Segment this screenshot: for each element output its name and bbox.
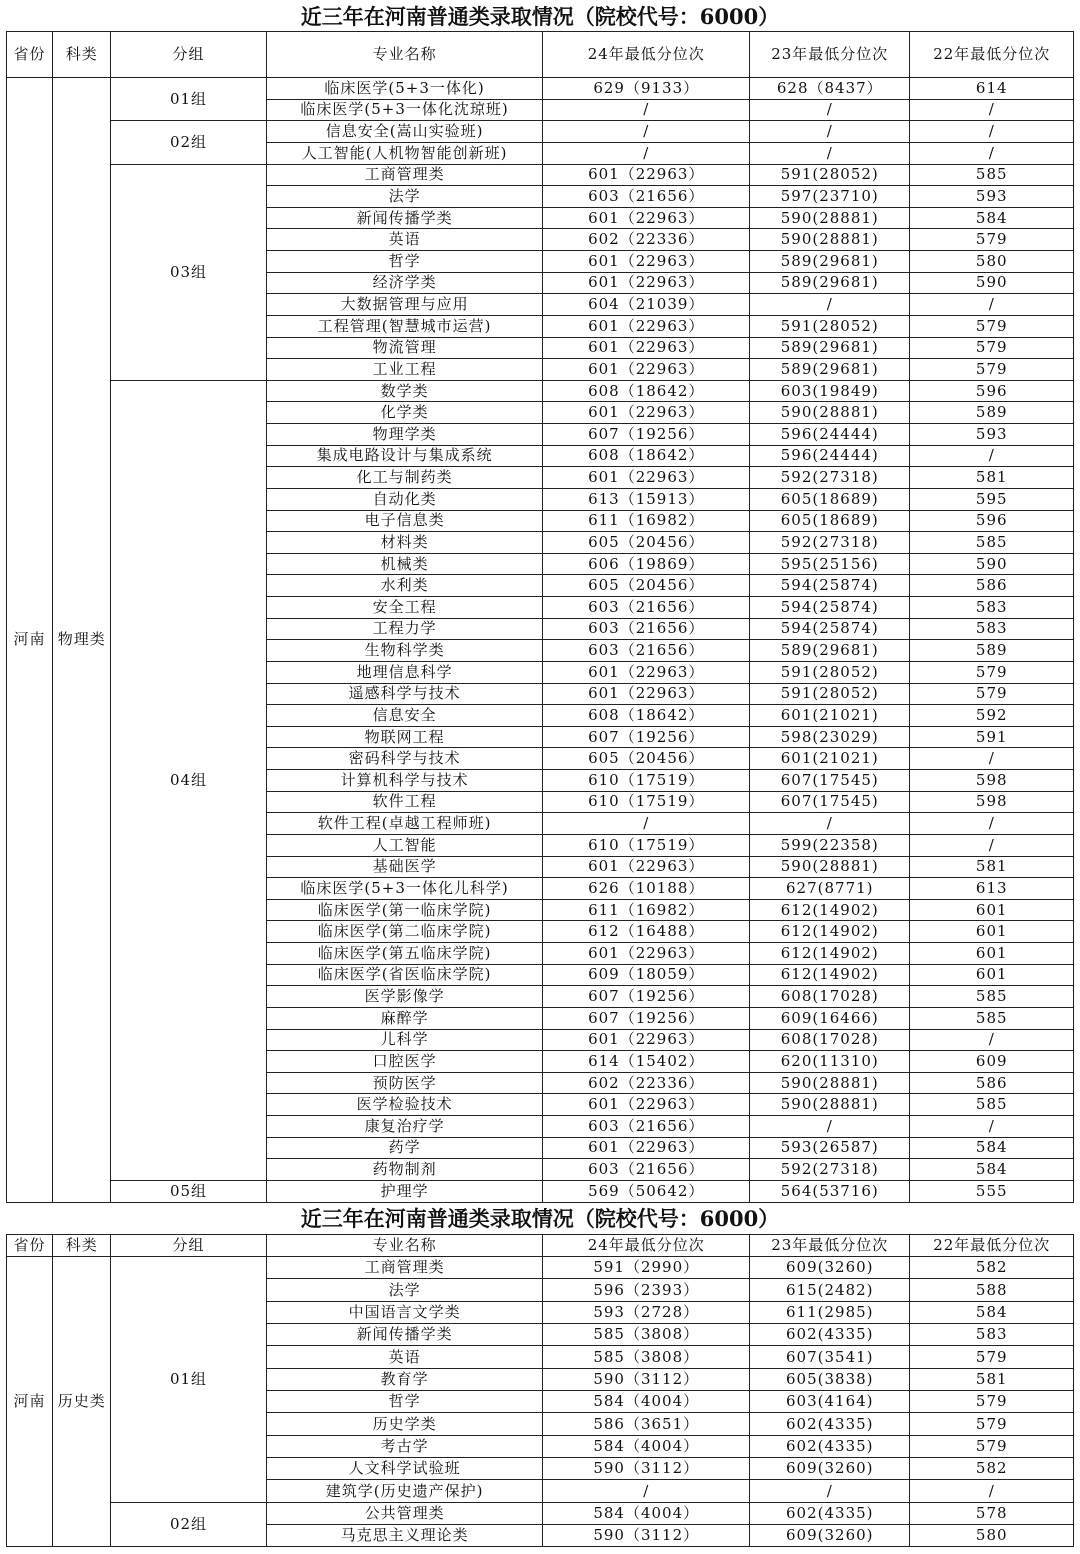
rank-2022-cell: 579 xyxy=(910,359,1074,381)
major-name-cell: 公共管理类 xyxy=(266,1502,543,1524)
major-name-cell: 英语 xyxy=(266,1346,543,1368)
rank-2022-cell: 589 xyxy=(910,640,1074,662)
group-cell: 02组 xyxy=(111,121,266,164)
rank-2023-cell: / xyxy=(750,1116,910,1138)
rank-2023-cell: 603(19849) xyxy=(750,380,910,402)
major-name-cell: 马克思主义理论类 xyxy=(266,1525,543,1547)
major-name-cell: 人工智能(人机物智能创新班) xyxy=(266,142,543,164)
rank-2024-cell: 601（22963） xyxy=(543,402,750,424)
rank-2022-cell: 586 xyxy=(910,575,1074,597)
rank-2024-cell: / xyxy=(543,1480,750,1502)
rank-2023-cell: 594(25874) xyxy=(750,597,910,619)
rank-2022-cell: 583 xyxy=(910,618,1074,640)
major-name-cell: 人文科学试验班 xyxy=(266,1458,543,1480)
rank-2022-cell: 579 xyxy=(910,1435,1074,1457)
rank-2024-cell: 611（16982） xyxy=(543,899,750,921)
rank-2022-cell: 614 xyxy=(910,78,1074,100)
rank-2022-cell: 601 xyxy=(910,964,1074,986)
rank-2023-cell: 609(3260) xyxy=(750,1458,910,1480)
rank-2022-cell: 592 xyxy=(910,705,1074,727)
rank-2022-cell: 578 xyxy=(910,1502,1074,1524)
rank-2024-cell: / xyxy=(543,813,750,835)
major-name-cell: 药学 xyxy=(266,1137,543,1159)
rank-2024-cell: 608（18642） xyxy=(543,445,750,467)
major-name-cell: 临床医学(第一临床学院) xyxy=(266,899,543,921)
rank-2022-cell: 585 xyxy=(910,164,1074,186)
major-name-cell: 工商管理类 xyxy=(266,1257,543,1279)
rank-2024-cell: 613（15913） xyxy=(543,488,750,510)
rank-2024-cell: 603（21656） xyxy=(543,1116,750,1138)
major-name-cell: 化工与制药类 xyxy=(266,467,543,489)
rank-2023-cell: 628（8437） xyxy=(750,78,910,100)
rank-2022-cell: 590 xyxy=(910,553,1074,575)
rank-2024-cell: 601（22963） xyxy=(543,683,750,705)
rank-2023-cell: 627(8771) xyxy=(750,878,910,900)
rank-2023-cell: 564(53716) xyxy=(750,1180,910,1202)
rank-2022-cell: / xyxy=(910,1029,1074,1051)
major-name-cell: 生物科学类 xyxy=(266,640,543,662)
major-name-cell: 工程力学 xyxy=(266,618,543,640)
rank-2022-cell: 581 xyxy=(910,1368,1074,1390)
rank-2022-cell: 595 xyxy=(910,488,1074,510)
rank-2022-cell: 585 xyxy=(910,1007,1074,1029)
rank-2022-cell: 596 xyxy=(910,510,1074,532)
table-row xyxy=(7,380,1074,402)
rank-2024-cell: 607（19256） xyxy=(543,1007,750,1029)
table-row xyxy=(7,1180,1074,1202)
major-name-cell: 新闻传播学类 xyxy=(266,207,543,229)
rank-2022-cell: / xyxy=(910,1480,1074,1502)
major-name-cell: 建筑学(历史遗产保护) xyxy=(266,1480,543,1502)
rank-2023-cell: 589(29681) xyxy=(750,359,910,381)
rank-2023-cell: 591(28052) xyxy=(750,661,910,683)
major-name-cell: 教育学 xyxy=(266,1368,543,1390)
major-name-cell: 法学 xyxy=(266,186,543,208)
rank-2023-cell: 594(25874) xyxy=(750,575,910,597)
table-row xyxy=(7,1257,1074,1279)
rank-2024-cell: 601（22963） xyxy=(543,661,750,683)
major-name-cell: 哲学 xyxy=(266,1391,543,1413)
major-name-cell: 临床医学(第二临床学院) xyxy=(266,921,543,943)
rank-2024-cell: 603（21656） xyxy=(543,618,750,640)
column-header: 24年最低分位次 xyxy=(543,1235,750,1257)
rank-2022-cell: 584 xyxy=(910,1159,1074,1181)
major-name-cell: 药物制剂 xyxy=(266,1159,543,1181)
rank-2022-cell: 585 xyxy=(910,986,1074,1008)
major-name-cell: 基础医学 xyxy=(266,856,543,878)
rank-2022-cell: / xyxy=(910,99,1074,121)
rank-2024-cell: 601（22963） xyxy=(543,1094,750,1116)
admission-table xyxy=(6,31,1074,1203)
rank-2024-cell: 605（20456） xyxy=(543,532,750,554)
table-row xyxy=(7,121,1074,143)
rank-2024-cell: 601（22963） xyxy=(543,1029,750,1051)
rank-2023-cell: 591(28052) xyxy=(750,164,910,186)
header-row xyxy=(7,1235,1074,1257)
major-name-cell: 经济学类 xyxy=(266,272,543,294)
rank-2023-cell: 589(29681) xyxy=(750,251,910,273)
column-header: 省份 xyxy=(7,32,53,78)
rank-2023-cell: 607(17545) xyxy=(750,770,910,792)
major-name-cell: 工程管理(智慧城市运营) xyxy=(266,315,543,337)
rank-2022-cell: 579 xyxy=(910,661,1074,683)
rank-2023-cell: 595(25156) xyxy=(750,553,910,575)
rank-2022-cell: 585 xyxy=(910,532,1074,554)
major-name-cell: 康复治疗学 xyxy=(266,1116,543,1138)
major-name-cell: 工业工程 xyxy=(266,359,543,381)
rank-2022-cell: 583 xyxy=(910,1324,1074,1346)
rank-2024-cell: 601（22963） xyxy=(543,207,750,229)
rank-2022-cell: / xyxy=(910,294,1074,316)
rank-2023-cell: 602(4335) xyxy=(750,1435,910,1457)
rank-2023-cell: / xyxy=(750,1480,910,1502)
major-name-cell: 计算机科学与技术 xyxy=(266,770,543,792)
rank-2023-cell: 597(23710) xyxy=(750,186,910,208)
rank-2023-cell: 589(29681) xyxy=(750,337,910,359)
rank-2024-cell: 609（18059） xyxy=(543,964,750,986)
category-cell: 历史类 xyxy=(53,1257,111,1547)
rank-2022-cell: 579 xyxy=(910,683,1074,705)
rank-2022-cell: 579 xyxy=(910,337,1074,359)
major-name-cell: 物理学类 xyxy=(266,424,543,446)
rank-2022-cell: 579 xyxy=(910,315,1074,337)
rank-2024-cell: 601（22963） xyxy=(543,856,750,878)
major-name-cell: 安全工程 xyxy=(266,597,543,619)
rank-2024-cell: 590（3112） xyxy=(543,1525,750,1547)
rank-2024-cell: 590（3112） xyxy=(543,1368,750,1390)
rank-2022-cell: 581 xyxy=(910,856,1074,878)
province-cell: 河南 xyxy=(7,1257,53,1547)
major-name-cell: 自动化类 xyxy=(266,488,543,510)
group-cell: 04组 xyxy=(111,380,266,1180)
rank-2022-cell: / xyxy=(910,445,1074,467)
major-name-cell: 新闻传播学类 xyxy=(266,1324,543,1346)
major-name-cell: 化学类 xyxy=(266,402,543,424)
rank-2023-cell: 611(2985) xyxy=(750,1301,910,1323)
rank-2022-cell: / xyxy=(910,1116,1074,1138)
column-header: 省份 xyxy=(7,1235,53,1257)
rank-2023-cell: 591(28052) xyxy=(750,315,910,337)
rank-2023-cell: 590(28881) xyxy=(750,207,910,229)
rank-2022-cell: 588 xyxy=(910,1279,1074,1301)
rank-2022-cell: 585 xyxy=(910,1094,1074,1116)
major-name-cell: 医学检验技术 xyxy=(266,1094,543,1116)
rank-2024-cell: 608（18642） xyxy=(543,705,750,727)
rank-2023-cell: 592(27318) xyxy=(750,532,910,554)
rank-2023-cell: / xyxy=(750,142,910,164)
major-name-cell: 口腔医学 xyxy=(266,1051,543,1073)
rank-2024-cell: 601（22963） xyxy=(543,1137,750,1159)
major-name-cell: 软件工程 xyxy=(266,791,543,813)
column-header: 科类 xyxy=(53,32,111,78)
rank-2023-cell: 605(3838) xyxy=(750,1368,910,1390)
rank-2023-cell: 590(28881) xyxy=(750,402,910,424)
major-name-cell: 软件工程(卓越工程师班) xyxy=(266,813,543,835)
rank-2023-cell: 608(17028) xyxy=(750,986,910,1008)
rank-2024-cell: 610（17519） xyxy=(543,770,750,792)
rank-2022-cell: 586 xyxy=(910,1072,1074,1094)
rank-2024-cell: / xyxy=(543,99,750,121)
table-row xyxy=(7,1502,1074,1524)
column-header: 23年最低分位次 xyxy=(750,1235,910,1257)
table-row xyxy=(7,78,1074,100)
rank-2024-cell: 569（50642） xyxy=(543,1180,750,1202)
rank-2023-cell: 589(29681) xyxy=(750,640,910,662)
table-title: 近三年在河南普通类录取情况（院校代号：6000） xyxy=(300,1206,780,1231)
rank-2023-cell: 612(14902) xyxy=(750,964,910,986)
rank-2022-cell: 593 xyxy=(910,424,1074,446)
major-name-cell: 预防医学 xyxy=(266,1072,543,1094)
rank-2024-cell: 611（16982） xyxy=(543,510,750,532)
rank-2023-cell: 599(22358) xyxy=(750,834,910,856)
rank-2023-cell: 612(14902) xyxy=(750,899,910,921)
major-name-cell: 工商管理类 xyxy=(266,164,543,186)
rank-2023-cell: 602(4335) xyxy=(750,1502,910,1524)
rank-2023-cell: 609(3260) xyxy=(750,1525,910,1547)
rank-2024-cell: 584（4004） xyxy=(543,1502,750,1524)
major-name-cell: 儿科学 xyxy=(266,1029,543,1051)
rank-2023-cell: 593(26587) xyxy=(750,1137,910,1159)
rank-2023-cell: 601(21021) xyxy=(750,748,910,770)
rank-2024-cell: / xyxy=(543,142,750,164)
rank-2024-cell: 586（3651） xyxy=(543,1413,750,1435)
major-name-cell: 英语 xyxy=(266,229,543,251)
major-name-cell: 临床医学(省医临床学院) xyxy=(266,964,543,986)
rank-2022-cell: 580 xyxy=(910,251,1074,273)
rank-2024-cell: 591（2990） xyxy=(543,1257,750,1279)
rank-2024-cell: 607（19256） xyxy=(543,424,750,446)
rank-2024-cell: 601（22963） xyxy=(543,164,750,186)
rank-2023-cell: 612(14902) xyxy=(750,921,910,943)
group-cell: 02组 xyxy=(111,1502,266,1547)
major-name-cell: 考古学 xyxy=(266,1435,543,1457)
rank-2024-cell: 602（22336） xyxy=(543,1072,750,1094)
rank-2023-cell: 590(28881) xyxy=(750,229,910,251)
major-name-cell: 中国语言文学类 xyxy=(266,1301,543,1323)
major-name-cell: 医学影像学 xyxy=(266,986,543,1008)
rank-2022-cell: 584 xyxy=(910,207,1074,229)
rank-2023-cell: 607(17545) xyxy=(750,791,910,813)
rank-2023-cell: 615(2482) xyxy=(750,1279,910,1301)
group-cell: 01组 xyxy=(111,78,266,121)
major-name-cell: 密码科学与技术 xyxy=(266,748,543,770)
rank-2024-cell: 608（18642） xyxy=(543,380,750,402)
table-row xyxy=(7,164,1074,186)
rank-2024-cell: 593（2728） xyxy=(543,1301,750,1323)
column-header: 科类 xyxy=(53,1235,111,1257)
rank-2023-cell: 601(21021) xyxy=(750,705,910,727)
rank-2022-cell: 613 xyxy=(910,878,1074,900)
major-name-cell: 数学类 xyxy=(266,380,543,402)
major-name-cell: 电子信息类 xyxy=(266,510,543,532)
rank-2023-cell: 607(3541) xyxy=(750,1346,910,1368)
rank-2023-cell: 598(23029) xyxy=(750,726,910,748)
rank-2022-cell: 584 xyxy=(910,1137,1074,1159)
rank-2023-cell: 608(17028) xyxy=(750,1029,910,1051)
major-name-cell: 材料类 xyxy=(266,532,543,554)
rank-2024-cell: 590（3112） xyxy=(543,1458,750,1480)
rank-2023-cell: 605(18689) xyxy=(750,488,910,510)
rank-2023-cell: / xyxy=(750,121,910,143)
column-header: 24年最低分位次 xyxy=(543,32,750,78)
column-header: 22年最低分位次 xyxy=(910,32,1074,78)
rank-2023-cell: / xyxy=(750,813,910,835)
rank-2024-cell: 610（17519） xyxy=(543,834,750,856)
province-cell: 河南 xyxy=(7,78,53,1203)
major-name-cell: 护理学 xyxy=(266,1180,543,1202)
rank-2023-cell: 590(28881) xyxy=(750,856,910,878)
major-name-cell: 临床医学(5+3一体化沈琼班) xyxy=(266,99,543,121)
rank-2023-cell: 603(4164) xyxy=(750,1391,910,1413)
rank-2022-cell: 580 xyxy=(910,1525,1074,1547)
rank-2024-cell: 596（2393） xyxy=(543,1279,750,1301)
rank-2024-cell: 605（20456） xyxy=(543,575,750,597)
rank-2023-cell: 596(24444) xyxy=(750,424,910,446)
rank-2022-cell: 598 xyxy=(910,770,1074,792)
rank-2023-cell: 591(28052) xyxy=(750,683,910,705)
rank-2022-cell: / xyxy=(910,834,1074,856)
rank-2024-cell: 601（22963） xyxy=(543,315,750,337)
header-row xyxy=(7,32,1074,78)
rank-2024-cell: 601（22963） xyxy=(543,359,750,381)
rank-2022-cell: 579 xyxy=(910,1391,1074,1413)
rank-2024-cell: 601（22963） xyxy=(543,467,750,489)
column-header: 专业名称 xyxy=(266,1235,543,1257)
major-name-cell: 历史学类 xyxy=(266,1413,543,1435)
rank-2022-cell: 609 xyxy=(910,1051,1074,1073)
rank-2022-cell: / xyxy=(910,142,1074,164)
rank-2022-cell: 579 xyxy=(910,1346,1074,1368)
rank-2022-cell: 579 xyxy=(910,1413,1074,1435)
rank-2024-cell: 584（4004） xyxy=(543,1391,750,1413)
major-name-cell: 信息安全(嵩山实验班) xyxy=(266,121,543,143)
rank-2024-cell: 629（9133） xyxy=(543,78,750,100)
rank-2023-cell: 592(27318) xyxy=(750,1159,910,1181)
major-name-cell: 物流管理 xyxy=(266,337,543,359)
rank-2024-cell: 603（21656） xyxy=(543,1159,750,1181)
group-cell: 01组 xyxy=(111,1257,266,1503)
group-cell: 03组 xyxy=(111,164,266,380)
rank-2023-cell: / xyxy=(750,294,910,316)
rank-2024-cell: 602（22336） xyxy=(543,229,750,251)
major-name-cell: 物联网工程 xyxy=(266,726,543,748)
rank-2022-cell: 583 xyxy=(910,597,1074,619)
column-header: 专业名称 xyxy=(266,32,543,78)
column-header: 分组 xyxy=(111,32,266,78)
rank-2024-cell: / xyxy=(543,121,750,143)
rank-2024-cell: 610（17519） xyxy=(543,791,750,813)
rank-2022-cell: / xyxy=(910,748,1074,770)
rank-2024-cell: 607（19256） xyxy=(543,986,750,1008)
rank-2023-cell: 590(28881) xyxy=(750,1072,910,1094)
major-name-cell: 临床医学(5+3一体化) xyxy=(266,78,543,100)
major-name-cell: 哲学 xyxy=(266,251,543,273)
rank-2023-cell: 620(11310) xyxy=(750,1051,910,1073)
major-name-cell: 法学 xyxy=(266,1279,543,1301)
major-name-cell: 人工智能 xyxy=(266,834,543,856)
rank-2024-cell: 603（21656） xyxy=(543,640,750,662)
major-name-cell: 临床医学(第五临床学院) xyxy=(266,943,543,965)
rank-2022-cell: 591 xyxy=(910,726,1074,748)
rank-2022-cell: 584 xyxy=(910,1301,1074,1323)
rank-2022-cell: / xyxy=(910,121,1074,143)
rank-2024-cell: 584（4004） xyxy=(543,1435,750,1457)
rank-2024-cell: 601（22963） xyxy=(543,943,750,965)
rank-2024-cell: 607（19256） xyxy=(543,726,750,748)
rank-2022-cell: 582 xyxy=(910,1257,1074,1279)
rank-2024-cell: 606（19869） xyxy=(543,553,750,575)
table-title: 近三年在河南普通类录取情况（院校代号：6000） xyxy=(300,4,780,29)
rank-2023-cell: 602(4335) xyxy=(750,1413,910,1435)
column-header: 22年最低分位次 xyxy=(910,1235,1074,1257)
rank-2022-cell: 589 xyxy=(910,402,1074,424)
rank-2022-cell: 601 xyxy=(910,899,1074,921)
admission-table xyxy=(6,1234,1074,1547)
rank-2022-cell: / xyxy=(910,813,1074,835)
column-header: 分组 xyxy=(111,1235,266,1257)
column-header: 23年最低分位次 xyxy=(750,32,910,78)
group-cell: 05组 xyxy=(111,1180,266,1202)
rank-2022-cell: 555 xyxy=(910,1180,1074,1202)
major-name-cell: 水利类 xyxy=(266,575,543,597)
rank-2022-cell: 590 xyxy=(910,272,1074,294)
rank-2024-cell: 601（22963） xyxy=(543,337,750,359)
rank-2024-cell: 585（3808） xyxy=(543,1346,750,1368)
major-name-cell: 机械类 xyxy=(266,553,543,575)
rank-2022-cell: 598 xyxy=(910,791,1074,813)
rank-2023-cell: 592(27318) xyxy=(750,467,910,489)
major-name-cell: 信息安全 xyxy=(266,705,543,727)
rank-2023-cell: 609(16466) xyxy=(750,1007,910,1029)
rank-2022-cell: 579 xyxy=(910,229,1074,251)
major-name-cell: 遥感科学与技术 xyxy=(266,683,543,705)
major-name-cell: 集成电路设计与集成系统 xyxy=(266,445,543,467)
rank-2024-cell: 614（15402） xyxy=(543,1051,750,1073)
rank-2024-cell: 601（22963） xyxy=(543,251,750,273)
category-cell: 物理类 xyxy=(53,78,111,1203)
rank-2022-cell: 601 xyxy=(910,921,1074,943)
rank-2022-cell: 593 xyxy=(910,186,1074,208)
rank-2023-cell: / xyxy=(750,99,910,121)
rank-2022-cell: 582 xyxy=(910,1458,1074,1480)
rank-2022-cell: 581 xyxy=(910,467,1074,489)
rank-2024-cell: 603（21656） xyxy=(543,186,750,208)
rank-2023-cell: 605(18689) xyxy=(750,510,910,532)
rank-2022-cell: 601 xyxy=(910,943,1074,965)
major-name-cell: 地理信息科学 xyxy=(266,661,543,683)
rank-2024-cell: 626（10188） xyxy=(543,878,750,900)
rank-2023-cell: 602(4335) xyxy=(750,1324,910,1346)
major-name-cell: 麻醉学 xyxy=(266,1007,543,1029)
rank-2023-cell: 589(29681) xyxy=(750,272,910,294)
rank-2023-cell: 612(14902) xyxy=(750,943,910,965)
rank-2024-cell: 601（22963） xyxy=(543,272,750,294)
rank-2024-cell: 604（21039） xyxy=(543,294,750,316)
rank-2023-cell: 609(3260) xyxy=(750,1257,910,1279)
major-name-cell: 大数据管理与应用 xyxy=(266,294,543,316)
rank-2024-cell: 603（21656） xyxy=(543,597,750,619)
rank-2024-cell: 585（3808） xyxy=(543,1324,750,1346)
rank-2023-cell: 596(24444) xyxy=(750,445,910,467)
rank-2022-cell: 596 xyxy=(910,380,1074,402)
rank-2023-cell: 590(28881) xyxy=(750,1094,910,1116)
rank-2023-cell: 594(25874) xyxy=(750,618,910,640)
rank-2024-cell: 605（20456） xyxy=(543,748,750,770)
rank-2024-cell: 612（16488） xyxy=(543,921,750,943)
major-name-cell: 临床医学(5+3一体化儿科学) xyxy=(266,878,543,900)
